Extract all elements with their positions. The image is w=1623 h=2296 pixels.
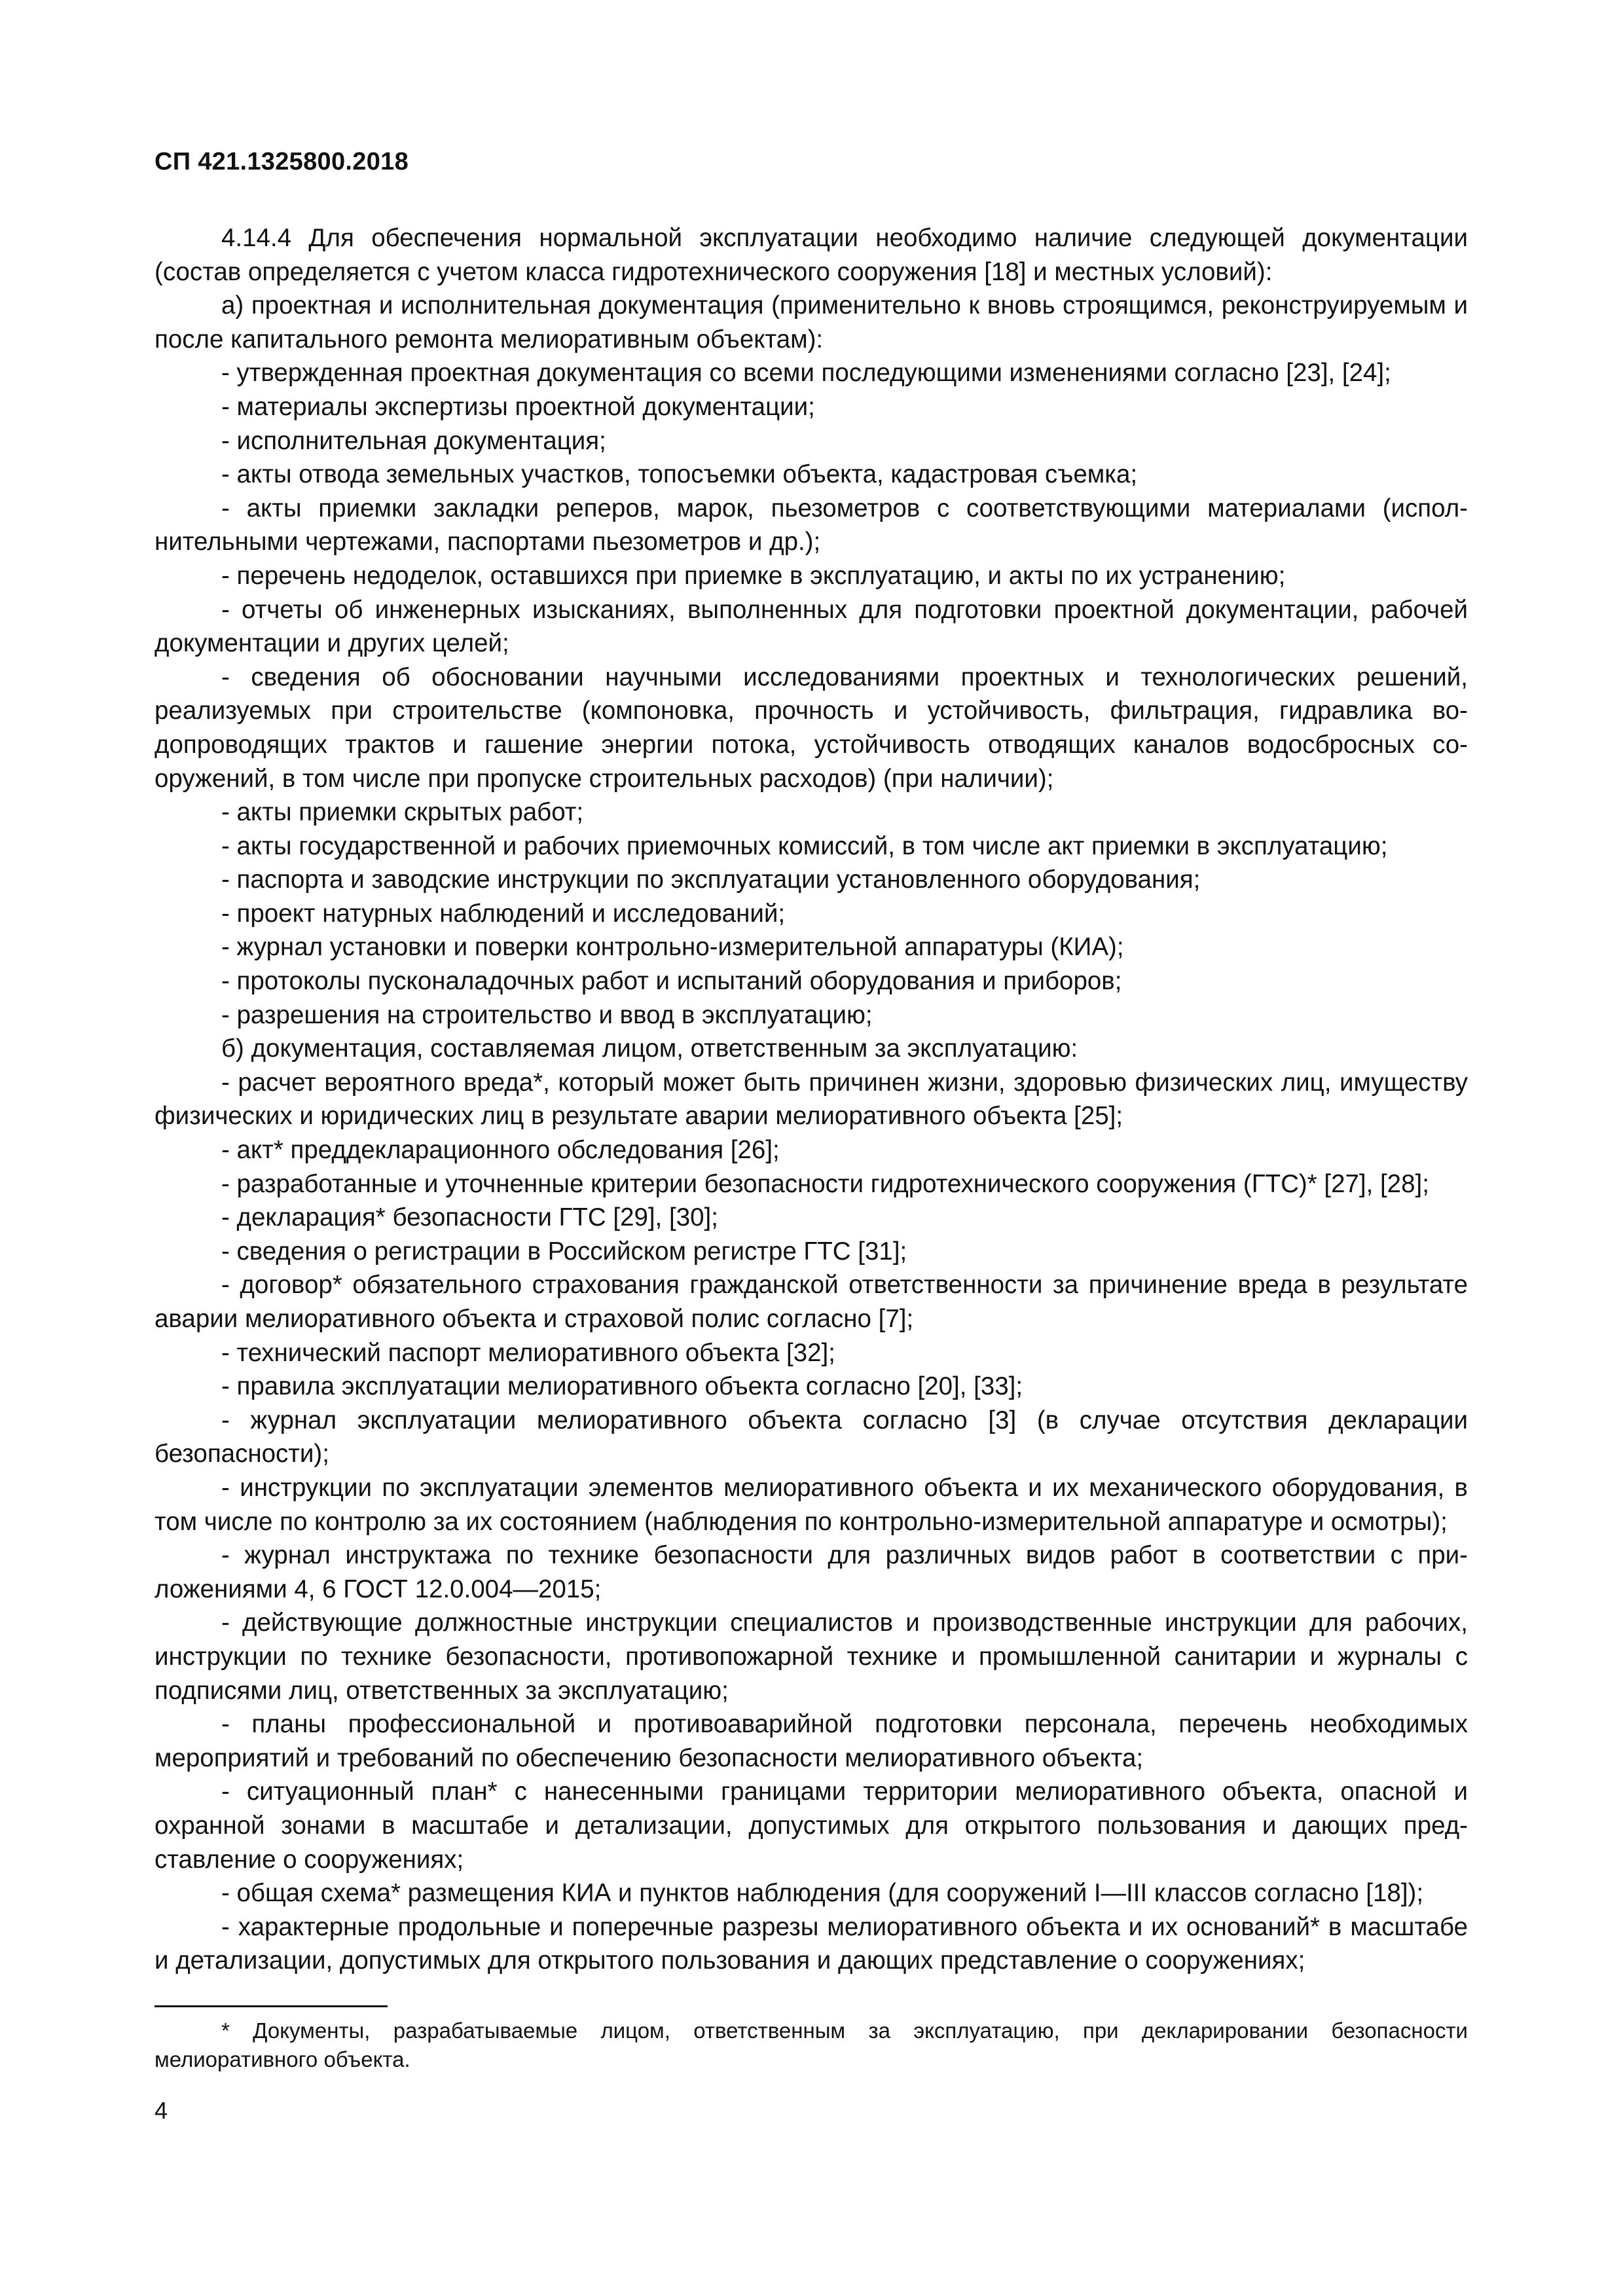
list-item: - паспорта и заводские инструкции по эксплуатации установленного оборудования;: [221, 866, 1201, 894]
list-item: - акты приемки закладки реперов, марок, пьезометров с соответствующими материалами (исполнительными чертежами, паспортами пьезометров и др.);: [155, 494, 1468, 556]
list-item: - журнал эксплуатации мелиоративного объекта согласно [3] (в случае отсутствия декларации безопасности);: [155, 1406, 1468, 1468]
list-item: - договор* обязательного страхования гражданской ответственности за причинение вреда в результате аварии мелиоративного объекта и страховой полис согласно [7];: [155, 1271, 1468, 1333]
list-item: - ситуационный план* с нанесенными границами территории мелиоративного объекта, опасной и охранной зонами в масштабе и детализации, допустимых для открытого пользования и дающих представление о сооружениях;: [155, 1777, 1468, 1874]
list-item: - общая схема* размещения КИА и пунктов наблюдения (для сооружений I—III классов согласно [18]);: [221, 1879, 1424, 1908]
list-item: - перечень недоделок, оставшихся при приемке в эксплуатацию, и акты по их устранению;: [221, 561, 1286, 590]
list-item: - протоколы пусконаладочных работ и испытаний оборудования и приборов;: [221, 967, 1122, 996]
list-item: - исполнительная документация;: [221, 426, 606, 455]
footnote-divider: [155, 2005, 388, 2007]
list-item: - разрешения на строительство и ввод в эксплуатацию;: [221, 1000, 873, 1029]
list-item: - акты государственной и рабочих приемочных комиссий, в том числе акт приемки в эксплуатацию;: [221, 831, 1388, 860]
list-item: - декларация* безопасности ГТС [29], [30];: [221, 1203, 718, 1232]
paragraph: 4.14.4 Для обеспечения нормальной эксплуатации необходимо наличие следующей документации (состав определяется с учетом класса гидротехнического сооружения [18] и местных условий):: [155, 224, 1468, 286]
list-item: - утвержденная проектная документация со всеми последующими изменениями согласно [23], [24];: [221, 359, 1391, 388]
paragraph: а) проектная и исполнительная документация (применительно к вновь строящимся, реконструируемым и после капитального ремонта мелиоративным объектам):: [155, 291, 1468, 354]
paragraph: б) документация, составляемая лицом, ответственным за эксплуатацию:: [221, 1034, 1078, 1063]
list-item: - сведения об обосновании научными исследованиями проектных и технологических решений, реализуемых при строительстве (компоновка, прочность и устойчивость, фильтрация, гидравлика водопроводящих трактов и гашение энергии потока, устойчивость отводящих каналов водосбросных сооружений, в том числе при пропуске строительных расходов) (при наличии);: [155, 663, 1468, 793]
list-item: - характерные продольные и поперечные разрезы мелиоративного объекта и их оснований* в масштабе и детализации, допустимых для открытого пользования и дающих представление о сооружениях;: [155, 1912, 1468, 1975]
list-item: - материалы экспертизы проектной документации;: [221, 392, 815, 421]
document-code-header: СП 421.1325800.2018: [155, 148, 409, 175]
list-item: - технический паспорт мелиоративного объекта [32];: [221, 1338, 835, 1367]
main-text: [155, 221, 1468, 1978]
page-number: 4: [155, 2097, 168, 2124]
list-item: - акты отвода земельных участков, топосъемки объекта, кадастровая съемка;: [221, 460, 1138, 489]
list-item: - действующие должностные инструкции специалистов и производственные инструкции для рабочих, инструкции по технике безопасности, противопожарной технике и промышленной санитарии и журналы с подписями лиц, ответственных за эксплуатацию;: [155, 1609, 1468, 1705]
list-item: - правила эксплуатации мелиоративного объекта согласно [20], [33];: [221, 1372, 1023, 1401]
list-item: - сведения о регистрации в Российском регистре ГТС [31];: [221, 1237, 907, 1266]
list-item: - акты приемки скрытых работ;: [221, 798, 584, 827]
footnote: * Документы, разрабатываемые лицом, ответственным за эксплуатацию, при декларировании безопасности мелиоративного объекта.: [155, 2018, 1468, 2071]
list-item: - журнал установки и поверки контрольно-измерительной аппаратуры (КИА);: [221, 933, 1124, 962]
list-item: - расчет вероятного вреда*, который может быть причинен жизни, здоровью физических лиц, имуществу физических и юридических лиц в результате аварии мелиоративного объекта [25];: [155, 1068, 1468, 1131]
list-item: - разработанные и уточненные критерии безопасности гидротехнического сооружения (ГТС)* [27], [28];: [221, 1169, 1429, 1198]
list-item: - акт* преддекларационного обследования [26];: [221, 1136, 780, 1165]
list-item: - отчеты об инженерных изысканиях, выполненных для подготовки проектной документации, рабочей документации и других целей;: [155, 595, 1468, 658]
list-item: - инструкции по эксплуатации элементов мелиоративного объекта и их механического оборудования, в том числе по контролю за их состоянием (наблюдения по контрольно-измерительной аппаратуре и осмотры);: [155, 1473, 1468, 1536]
list-item: - планы профессиональной и противоаварийной подготовки персонала, перечень необходимых мероприятий и требований по обеспечению безопасности мелиоративного объекта;: [155, 1710, 1468, 1772]
list-item: - журнал инструктажа по технике безопасности для различных видов работ в соответствии с приложениями 4, 6 ГОСТ 12.0.004—2015;: [155, 1541, 1468, 1603]
list-item: - проект натурных наблюдений и исследований;: [221, 899, 786, 928]
